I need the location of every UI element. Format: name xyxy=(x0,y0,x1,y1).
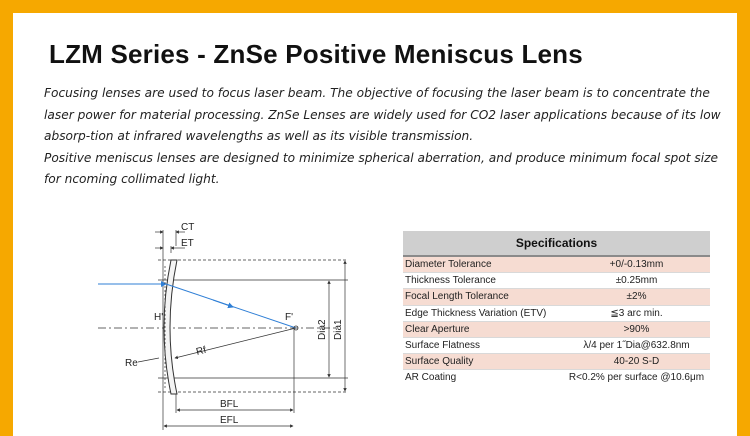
spec-value: R<0.2% per surface @10.6μm xyxy=(568,372,705,384)
spec-value: λ/4 per 1˝Dia@632.8nm xyxy=(563,337,710,353)
spec-value: ≦3 arc min. xyxy=(563,305,710,321)
spec-label: Thickness Tolerance xyxy=(403,273,563,289)
efl-label: EFL xyxy=(220,415,239,426)
description xyxy=(44,83,734,191)
spec-label: AR Coating xyxy=(405,372,457,384)
h-prime-label: H' xyxy=(154,312,164,323)
et-label: ET xyxy=(181,238,194,249)
description-paragraph-1: Focusing lenses are used to focus laser beam. The objective of focusing the laser beam is to concentrate the laser power for material processing. ZnSe Lenses are widely used for CO2 laser applications because of its low absorp-tion at infrared wavelengths as well as its visible transmission. xyxy=(44,86,721,143)
rf-label: Rf xyxy=(195,344,208,358)
f-prime-label: F' xyxy=(285,312,294,323)
spec-value: +0/-0.13mm xyxy=(563,256,710,273)
table-row xyxy=(403,321,710,337)
description-paragraph-2: Positive meniscus lenses are designed to minimize spherical aberration, and produce minimum focal spot size for ncoming collimated light. xyxy=(44,150,719,186)
table-row xyxy=(403,370,710,386)
page-title: LZM Series - ZnSe Positive Meniscus Lens xyxy=(49,39,583,69)
dia2-label: Dia2 xyxy=(317,319,328,340)
table-row xyxy=(403,305,710,321)
spec-label: Focal Length Tolerance xyxy=(403,289,563,305)
spec-label: Diameter Tolerance xyxy=(403,256,563,273)
table-row xyxy=(403,289,710,305)
spec-value: >90% xyxy=(563,321,710,337)
table-row xyxy=(403,337,710,353)
spec-label: Surface Flatness xyxy=(403,337,563,353)
spec-label: Surface Quality xyxy=(403,354,563,370)
table-row xyxy=(403,354,710,370)
spec-label: Clear Aperture xyxy=(403,321,563,337)
ct-label: CT xyxy=(181,222,195,233)
rf-radius xyxy=(175,328,296,358)
spec-label: Edge Thickness Variation (ETV) xyxy=(403,305,563,321)
spec-value: ±0.25mm xyxy=(563,273,710,289)
spec-value: 40-20 S-D xyxy=(563,354,710,370)
specifications-table xyxy=(403,231,710,386)
lens-diagram xyxy=(93,208,363,433)
re-label: Re xyxy=(125,358,138,369)
bfl-label: BFL xyxy=(220,399,239,410)
spec-value: ±2% xyxy=(563,289,710,305)
table-row xyxy=(403,256,710,273)
content-card xyxy=(13,13,737,436)
table-row xyxy=(403,273,710,289)
dia1-label: Dia1 xyxy=(333,319,344,340)
specs-header: Specifications xyxy=(403,231,710,256)
re-leader xyxy=(138,358,159,362)
